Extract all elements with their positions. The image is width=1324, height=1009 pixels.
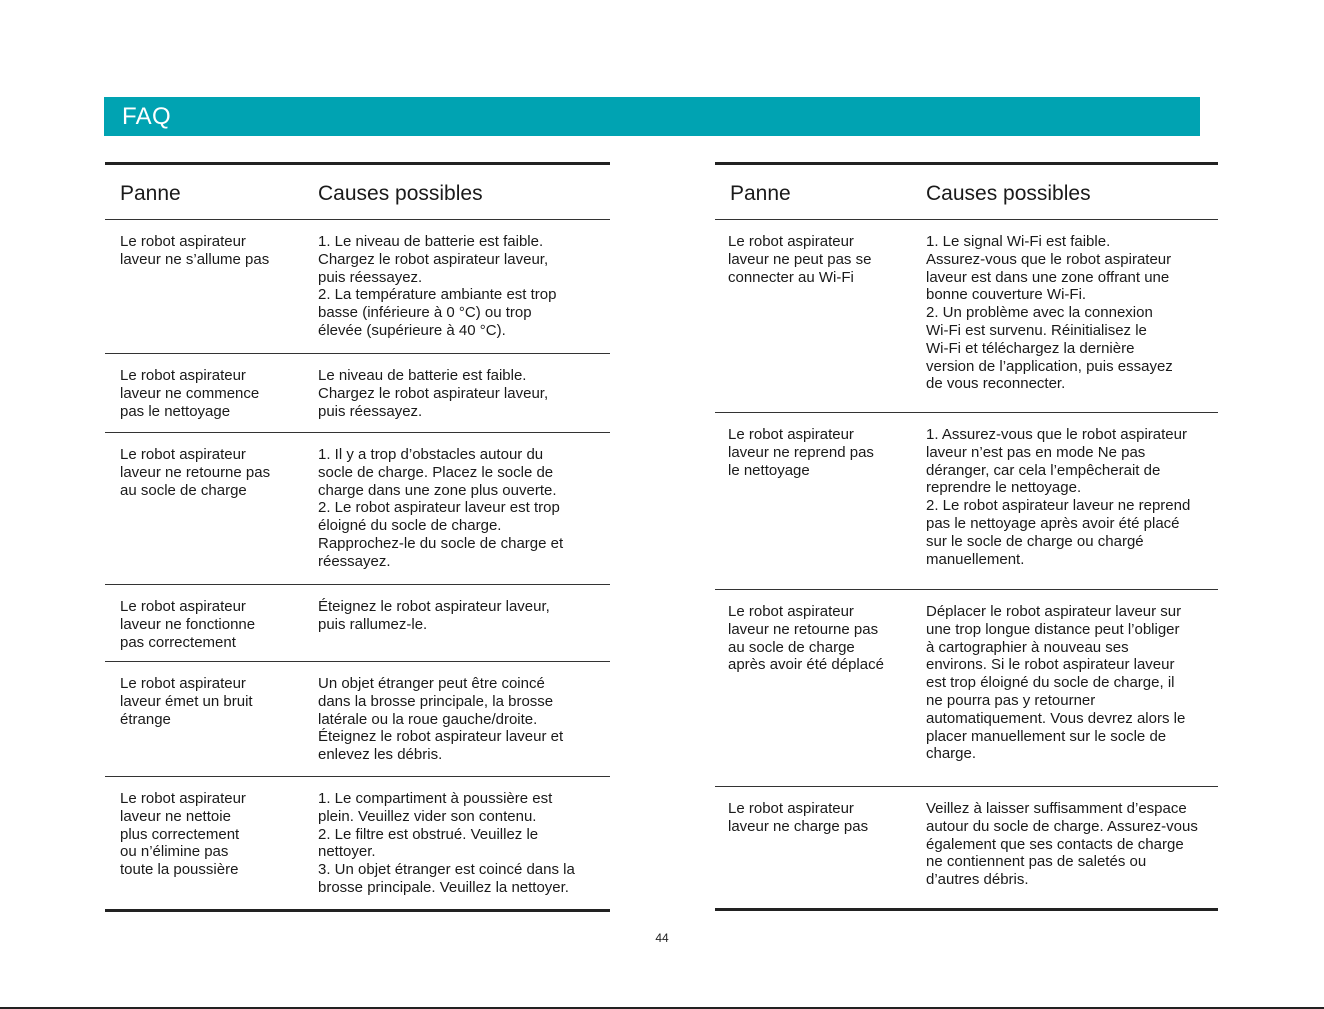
table-row xyxy=(105,777,610,912)
cause-text: Le niveau de batterie est faible. Chargez le robot aspirateur laveur, puis réessayez. xyxy=(318,367,549,420)
cause-text: Déplacer le robot aspirateur laveur sur une trop longue distance peut l’obliger à cartographier à nouveau ses environs. Si le robot aspirateur laveur est trop éloigné du socle de charge, il ne pourra pas y retourner automatiquement. Vous devrez alors le placer manuellement sur le socle de charge. xyxy=(926,603,1186,763)
cause-text: Veillez à laisser suffisamment d’espace autour du socle de charge. Assurez-vous également que ses contacts de charge ne contiennent pas de saletés ou d’autres débris. xyxy=(926,800,1198,889)
table-row xyxy=(105,433,610,585)
cause-text: Un objet étranger peut être coincé dans la brosse principale, la brosse latérale ou la roue gauche/droite. Éteignez le robot aspirateur laveur et enlevez les débris. xyxy=(318,675,564,764)
fault-text: Le robot aspirateur laveur émet un bruit étrange xyxy=(120,675,253,728)
table-row xyxy=(105,354,610,433)
section-title: FAQ xyxy=(122,103,171,130)
fault-text: Le robot aspirateur laveur ne commence pas le nettoyage xyxy=(120,367,260,420)
fault-text: Le robot aspirateur laveur ne charge pas xyxy=(728,800,869,835)
table-row xyxy=(715,787,1218,911)
table-row xyxy=(715,220,1218,413)
column-header-cause: Causes possibles xyxy=(318,182,483,205)
table-row xyxy=(105,220,610,354)
table-header xyxy=(105,165,610,220)
fault-text: Le robot aspirateur laveur ne fonctionne pas correctement xyxy=(120,598,256,651)
table-row xyxy=(105,585,610,662)
page-number: 44 xyxy=(655,931,669,945)
faq-banner xyxy=(104,97,1200,136)
cause-text: 1. Il y a trop d’obstacles autour du socle de charge. Placez le socle de charge dans une zone plus ouverte. 2. Le robot aspirateur laveur est trop éloigné du socle de charge. Rapprochez-le du socle de charge et réessayez. xyxy=(318,446,564,570)
fault-text: Le robot aspirateur laveur ne peut pas se connecter au Wi-Fi xyxy=(728,233,872,286)
cause-text: 1. Le niveau de batterie est faible. Chargez le robot aspirateur laveur, puis réessayez. 2. La température ambiante est trop basse (inférieure à 0 °C) ou trop élevée (supérieure à 40 °C). xyxy=(318,233,557,339)
table-row xyxy=(715,413,1218,590)
table-header xyxy=(715,165,1218,220)
fault-text: Le robot aspirateur laveur ne s’allume pas xyxy=(120,233,270,268)
fault-text: Le robot aspirateur laveur ne nettoie plus correctement ou n’élimine pas toute la poussière xyxy=(120,790,246,879)
fault-text: Le robot aspirateur laveur ne retourne pas au socle de charge xyxy=(120,446,271,499)
fault-text: Le robot aspirateur laveur ne retourne pas au socle de charge après avoir été déplacé xyxy=(728,603,884,674)
cause-text: 1. Le compartiment à poussière est plein. Veuillez vider son contenu. 2. Le filtre est obstrué. Veuillez le nettoyer. 3. Un objet étranger est coincé dans la brosse principale. Veuillez la nettoyer. xyxy=(318,790,575,896)
cause-text: Éteignez le robot aspirateur laveur, puis rallumez-le. xyxy=(318,598,550,633)
cause-text: 1. Assurez-vous que le robot aspirateur laveur n’est pas en mode Ne pas déranger, car cela l’empêcherait de reprendre le nettoyage. 2. Le robot aspirateur laveur ne reprend pas le nettoyage après avoir été placé sur le socle de charge ou chargé manuellement. xyxy=(926,426,1191,568)
faq-table-left xyxy=(105,162,610,912)
cause-text: 1. Le signal Wi-Fi est faible. Assurez-vous que le robot aspirateur laveur est dans une zone offrant une bonne couverture Wi-Fi. 2. Un problème avec la connexion Wi-Fi est survenu. Réinitialisez le Wi-Fi et téléchargez la dernière version de l’application, puis essayez de vous reconnecter. xyxy=(926,233,1173,393)
table-row xyxy=(105,662,610,777)
table-row xyxy=(715,590,1218,787)
fault-text: Le robot aspirateur laveur ne reprend pas le nettoyage xyxy=(728,426,874,479)
faq-table-right xyxy=(715,162,1218,911)
column-header-fault: Panne xyxy=(120,182,181,205)
column-header-cause: Causes possibles xyxy=(926,182,1091,205)
column-header-fault: Panne xyxy=(730,182,791,205)
